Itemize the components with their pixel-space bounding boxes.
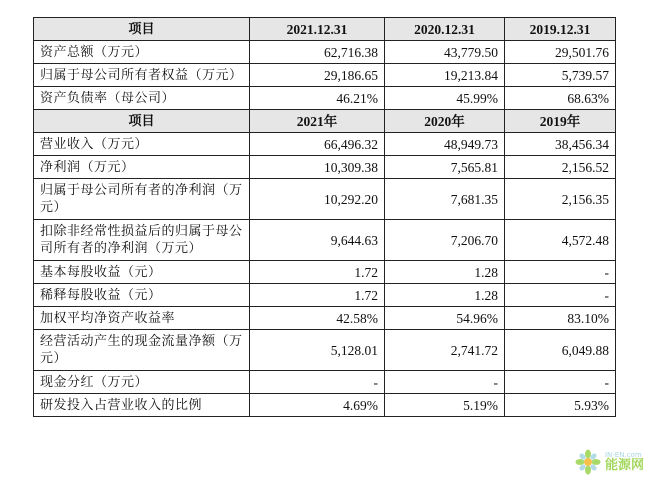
cell-value: 2,156.52 [505,156,616,179]
cell-value: 5.93% [505,394,616,417]
row-label: 稀释每股收益（元） [34,284,250,307]
row-label: 扣除非经常性损益后的归属于母公司所有者的净利润（万元） [34,220,250,261]
cell-value: - [250,371,385,394]
watermark [575,449,644,475]
table-row [34,179,616,220]
row-label: 净利润（万元） [34,156,250,179]
table-row [34,307,616,330]
cell-value: 2,741.72 [385,330,505,371]
financial-data-table [33,17,616,417]
row-label: 现金分红（万元） [34,371,250,394]
row-label: 研发投入占营业收入的比例 [34,394,250,417]
cell-value: 7,565.81 [385,156,505,179]
watermark-text-group [605,451,644,473]
cell-value: 7,206.70 [385,220,505,261]
cell-value: 83.10% [505,307,616,330]
table-row [34,133,616,156]
cell-value: 1.28 [385,284,505,307]
table-row [34,284,616,307]
cell-value: 38,456.34 [505,133,616,156]
cell-value: 29,186.65 [250,64,385,87]
cell-value: 10,292.20 [250,179,385,220]
table-row [34,371,616,394]
cell-value: 66,496.32 [250,133,385,156]
cell-value: 7,681.35 [385,179,505,220]
watermark-text: 能源网 [604,458,644,473]
cell-value: 4,572.48 [505,220,616,261]
cell-value: 9,644.63 [250,220,385,261]
table-header-row-income [34,110,616,133]
table-row [34,64,616,87]
cell-value: 10,309.38 [250,156,385,179]
table-row [34,87,616,110]
table-row [34,156,616,179]
cell-value: 29,501.76 [505,41,616,64]
table-header-row-balance [34,18,616,41]
table-row [34,330,616,371]
cell-value: 1.72 [250,261,385,284]
header-cell-2020: 2020年 [385,110,505,133]
cell-value: 4.69% [250,394,385,417]
cell-value: 48,949.73 [385,133,505,156]
cell-value: 45.99% [385,87,505,110]
header-cell-2020: 2020.12.31 [385,18,505,41]
header-cell-2021: 2021.12.31 [250,18,385,41]
cell-value: 5.19% [385,394,505,417]
cell-value: 62,716.38 [250,41,385,64]
row-label: 基本每股收益（元） [34,261,250,284]
cell-value: - [505,371,616,394]
header-cell-item: 项目 [34,18,250,41]
table-row [34,41,616,64]
row-label: 加权平均净资产收益率 [34,307,250,330]
cell-value: 6,049.88 [505,330,616,371]
cell-value: - [505,284,616,307]
cell-value: 5,128.01 [250,330,385,371]
cell-value: - [505,261,616,284]
row-label: 归属于母公司所有者的净利润（万元） [34,179,250,220]
cell-value: 2,156.35 [505,179,616,220]
cell-value: - [385,371,505,394]
header-cell-item: 项目 [34,110,250,133]
table-row [34,261,616,284]
cell-value: 54.96% [385,307,505,330]
cell-value: 46.21% [250,87,385,110]
watermark-url: IN-EN.com [604,451,642,459]
row-label: 资产总额（万元） [34,41,250,64]
table-row [34,394,616,417]
cell-value: 19,213.84 [385,64,505,87]
header-cell-2021: 2021年 [250,110,385,133]
row-label: 资产负债率（母公司） [34,87,250,110]
row-label: 经营活动产生的现金流量净额（万元） [34,330,250,371]
sun-flower-logo-icon [575,449,601,475]
cell-value: 42.58% [250,307,385,330]
cell-value: 1.28 [385,261,505,284]
cell-value: 43,779.50 [385,41,505,64]
header-cell-2019: 2019.12.31 [505,18,616,41]
row-label: 营业收入（万元） [34,133,250,156]
row-label: 归属于母公司所有者权益（万元） [34,64,250,87]
cell-value: 1.72 [250,284,385,307]
cell-value: 5,739.57 [505,64,616,87]
header-cell-2019: 2019年 [505,110,616,133]
cell-value: 68.63% [505,87,616,110]
table-row [34,220,616,261]
